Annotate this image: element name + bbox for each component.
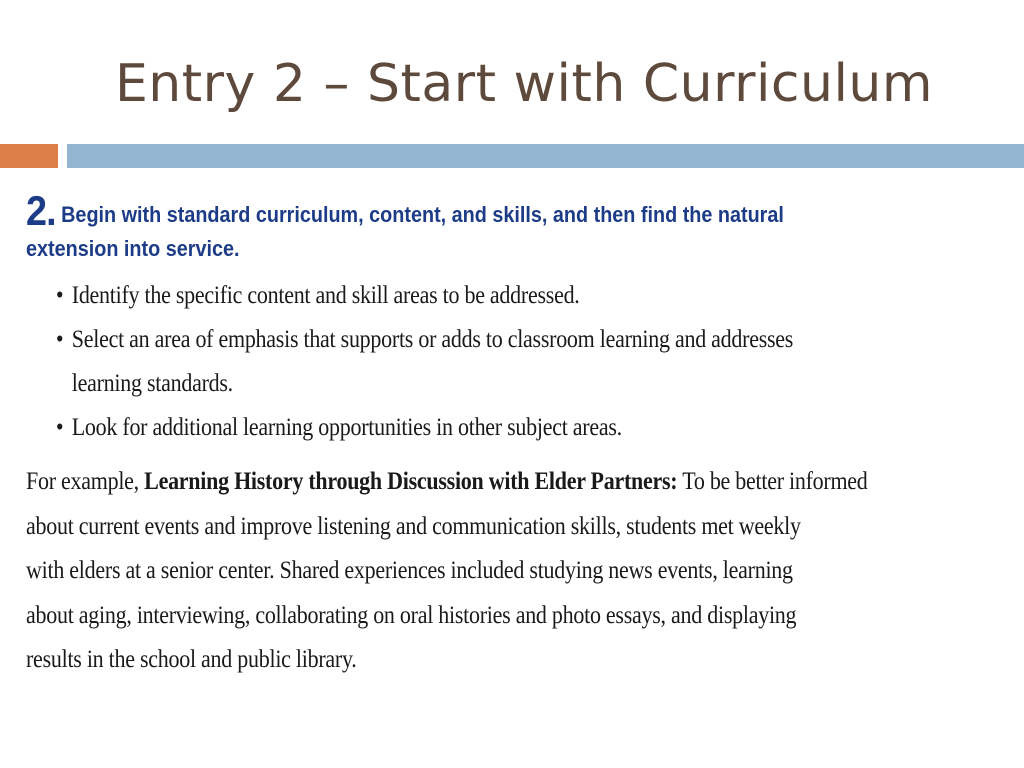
- bullet-text-continued: learning standards.: [71, 370, 233, 397]
- bullet-dot: •: [55, 326, 64, 353]
- example-line-1: [26, 460, 994, 505]
- slide-content: [26, 187, 1001, 683]
- bullet-dot: •: [55, 282, 64, 309]
- example-bold-title: Learning History through Discussion with Elder Partners:: [144, 468, 678, 495]
- bullet-list: [26, 274, 1001, 450]
- example-lead: For example,: [26, 468, 145, 495]
- heading-line-1: Begin with standard curriculum, content, and skills, and then find the natural: [61, 202, 784, 227]
- bullet-item: [26, 318, 1005, 406]
- slide-title: Entry 2 – Start with Curriculum: [114, 54, 934, 114]
- example-line-3: with elders at a senior center. Shared experiences included studying news events, learning: [26, 557, 793, 584]
- section-number: 2.: [26, 187, 56, 234]
- example-line-5: results in the school and public library.: [26, 646, 357, 673]
- bullet-item: [26, 274, 1005, 318]
- title-underline-bar: [67, 144, 1024, 168]
- bullet-text: Identify the specific content and skill areas to be addressed.: [71, 282, 580, 309]
- bullet-dot: •: [55, 414, 64, 441]
- accent-bar: [0, 144, 58, 168]
- example-line-2: about current events and improve listening and communication skills, students met weekly: [26, 512, 801, 540]
- example-line-4: about aging, interviewing, collaborating on oral histories and photo essays, and displaying: [26, 601, 797, 629]
- example-paragraph: [26, 460, 994, 683]
- bullet-text: Select an area of emphasis that supports or adds to classroom learning and addresses: [71, 326, 794, 353]
- section-heading: [26, 187, 890, 268]
- example-line-1-rest: To be better informed: [677, 468, 868, 495]
- bullet-item: [26, 406, 1005, 450]
- bullet-text: Look for additional learning opportunities in other subject areas.: [71, 414, 622, 441]
- heading-line-2: extension into service.: [26, 236, 240, 261]
